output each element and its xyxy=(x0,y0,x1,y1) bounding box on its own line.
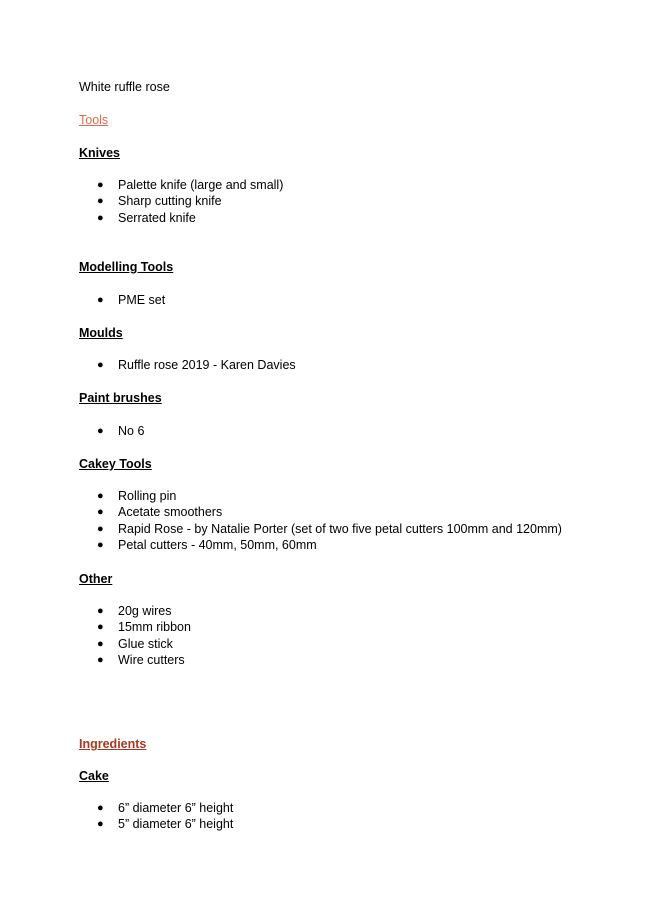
bullet-icon: ● xyxy=(97,179,104,191)
bullet-icon: ● xyxy=(97,522,104,535)
moulds-heading: Moulds xyxy=(79,326,123,340)
paint-brushes-heading: Paint brushes xyxy=(79,391,162,405)
list-item-text: 5” diameter 6” height xyxy=(118,817,234,832)
list-item-text: Ruffle rose 2019 - Karen Davies xyxy=(118,358,296,372)
bullet-icon: ● xyxy=(97,605,104,617)
bullet-icon: ● xyxy=(97,211,104,224)
bullet-icon: ● xyxy=(97,490,104,502)
list-item-text: Serrated knife xyxy=(118,210,196,225)
document-title: White ruffle rose xyxy=(79,80,170,94)
bullet-icon: ● xyxy=(97,539,104,552)
cake-heading: Cake xyxy=(79,769,109,783)
bullet-icon: ● xyxy=(97,425,104,437)
bullet-icon: ● xyxy=(97,506,104,519)
list-item-text: Palette knife (large and small) xyxy=(118,178,284,192)
bullet-icon: ● xyxy=(97,802,104,814)
list-item-text: Acetate smoothers xyxy=(118,505,223,520)
cakey-tools-heading: Cakey Tools xyxy=(79,457,152,471)
bullet-icon: ● xyxy=(97,654,104,667)
other-heading: Other xyxy=(79,572,113,586)
list-item-text: Sharp cutting knife xyxy=(118,194,222,209)
list-item-text: No 6 xyxy=(118,424,145,438)
list-item-text: PME set xyxy=(118,293,166,307)
bullet-icon: ● xyxy=(97,359,104,371)
list-item-text: 6” diameter 6” height xyxy=(118,801,234,815)
list-item-text: Petal cutters - 40mm, 50mm, 60mm xyxy=(118,538,317,553)
bullet-icon: ● xyxy=(97,294,104,306)
list-item-text: Glue stick xyxy=(118,636,173,651)
bullet-icon: ● xyxy=(97,818,104,831)
bullet-icon: ● xyxy=(97,637,104,650)
list-item-text: Wire cutters xyxy=(118,653,185,668)
list-item-text: 20g wires xyxy=(118,604,172,618)
tools-heading: Tools xyxy=(79,113,109,127)
bullet-icon: ● xyxy=(97,621,104,634)
list-item-text: Rapid Rose - by Natalie Porter (set of two five petal cutters 100mm and 120mm) xyxy=(118,521,562,536)
ingredients-heading: Ingredients xyxy=(79,737,147,751)
modelling-tools-heading: Modelling Tools xyxy=(79,260,174,274)
knives-heading: Knives xyxy=(79,146,120,160)
list-item-text: 15mm ribbon xyxy=(118,620,191,635)
bullet-icon: ● xyxy=(97,195,104,208)
list-item-text: Rolling pin xyxy=(118,489,177,503)
